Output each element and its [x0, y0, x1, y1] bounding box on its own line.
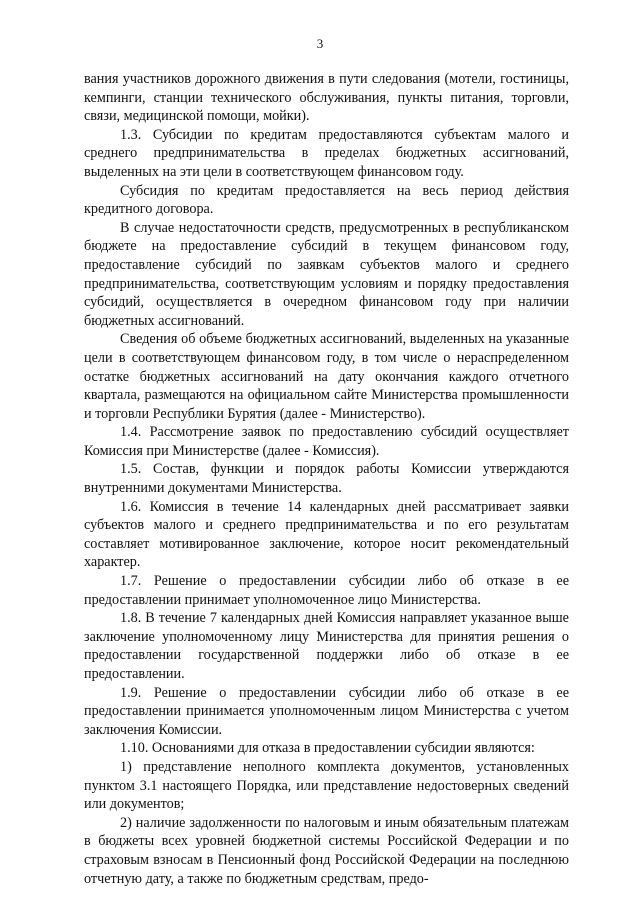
- paragraph-1-8: 1.8. В течение 7 календарных дней Комиссия направляет указанное выше заключение уполномоченному лицу Министерства для принятия решения о предоставлении государственной поддержки либо об отказе в ее предоставлении.: [84, 610, 569, 682]
- paragraph-budget-info: Сведения об объеме бюджетных ассигнований, выделенных на указанные цели в соответствующем финансовом году, в том числе о нераспределенном остатке бюджетных ассигнований на дату окончания каждого отчетного квартала, размещаются на официальном сайте Министерства промышленности и торговли Республики Бурятия (далее - Министерство).: [84, 331, 569, 422]
- document-body: [84, 70, 569, 888]
- paragraph-1-6: 1.6. Комиссия в течение 14 календарных дней рассматривает заявки субъектов малого и среднего предпринимательства и по его результатам составляет мотивированное заключение, которое носит рекомендательный характер.: [84, 498, 569, 571]
- paragraph-1-9: 1.9. Решение о предоставлении субсидии либо об отказе в ее предоставлении принимается уполномоченным лицом Министерства с учетом заключения Комиссии.: [84, 684, 569, 738]
- paragraph-1-7: 1.7. Решение о предоставлении субсидии либо об отказе в ее предоставлении принимает уполномоченное лицо Министерства.: [84, 573, 569, 608]
- paragraph-credit-period: Субсидия по кредитам предоставляется на весь период действия кредитного договора.: [84, 182, 569, 218]
- paragraph-1-10: 1.10. Основаниями для отказа в предоставлении субсидии являются:: [120, 740, 535, 757]
- paragraph-1-3: 1.3. Субсидии по кредитам предоставляются субъектам малого и среднего предпринимательства в пределах бюджетных ассигнований, выделенных на эти цели в соответствующем финансовом году.: [84, 126, 569, 180]
- list-item-2: 2) наличие задолженности по налоговым и иным обязательным платежам в бюджеты всех уровней бюджетной системы Российской Федерации и по страховым взносам в Пенсионный фонд Российской Федерации на последнюю отчетную дату, а также по бюджетным средствам, предо-: [84, 814, 569, 887]
- paragraph-continuation: вания участников дорожного движения в пути следования (мотели, гостиницы, кемпинги, станции технического обслуживания, пункты питания, торговли, связи, медицинской помощи, мойки).: [84, 71, 569, 125]
- page-number: 3: [316, 36, 324, 51]
- paragraph-1-5: 1.5. Состав, функции и порядок работы Комиссии утверждаются внутренними документами Министерства.: [84, 461, 569, 497]
- paragraph-1-4: 1.4. Рассмотрение заявок по предоставлению субсидий осуществляет Комиссия при Министерстве (далее - Комиссия).: [84, 424, 569, 459]
- paragraph-insufficient-funds: В случае недостаточности средств, предусмотренных в республиканском бюджете на предоставление субсидий в текущем финансовом году, предоставление субсидий по заявкам субъектов малого и среднего предпринимательства, соответствующим условиям и порядку предоставления субсидий, осуществляется в очередном финансовом году при наличии бюджетных ассигнований.: [84, 219, 569, 329]
- list-item-1: 1) представление неполного комплекта документов, установленных пунктом 3.1 настоящего Порядка, или представление недостоверных сведений или документов;: [84, 758, 569, 813]
